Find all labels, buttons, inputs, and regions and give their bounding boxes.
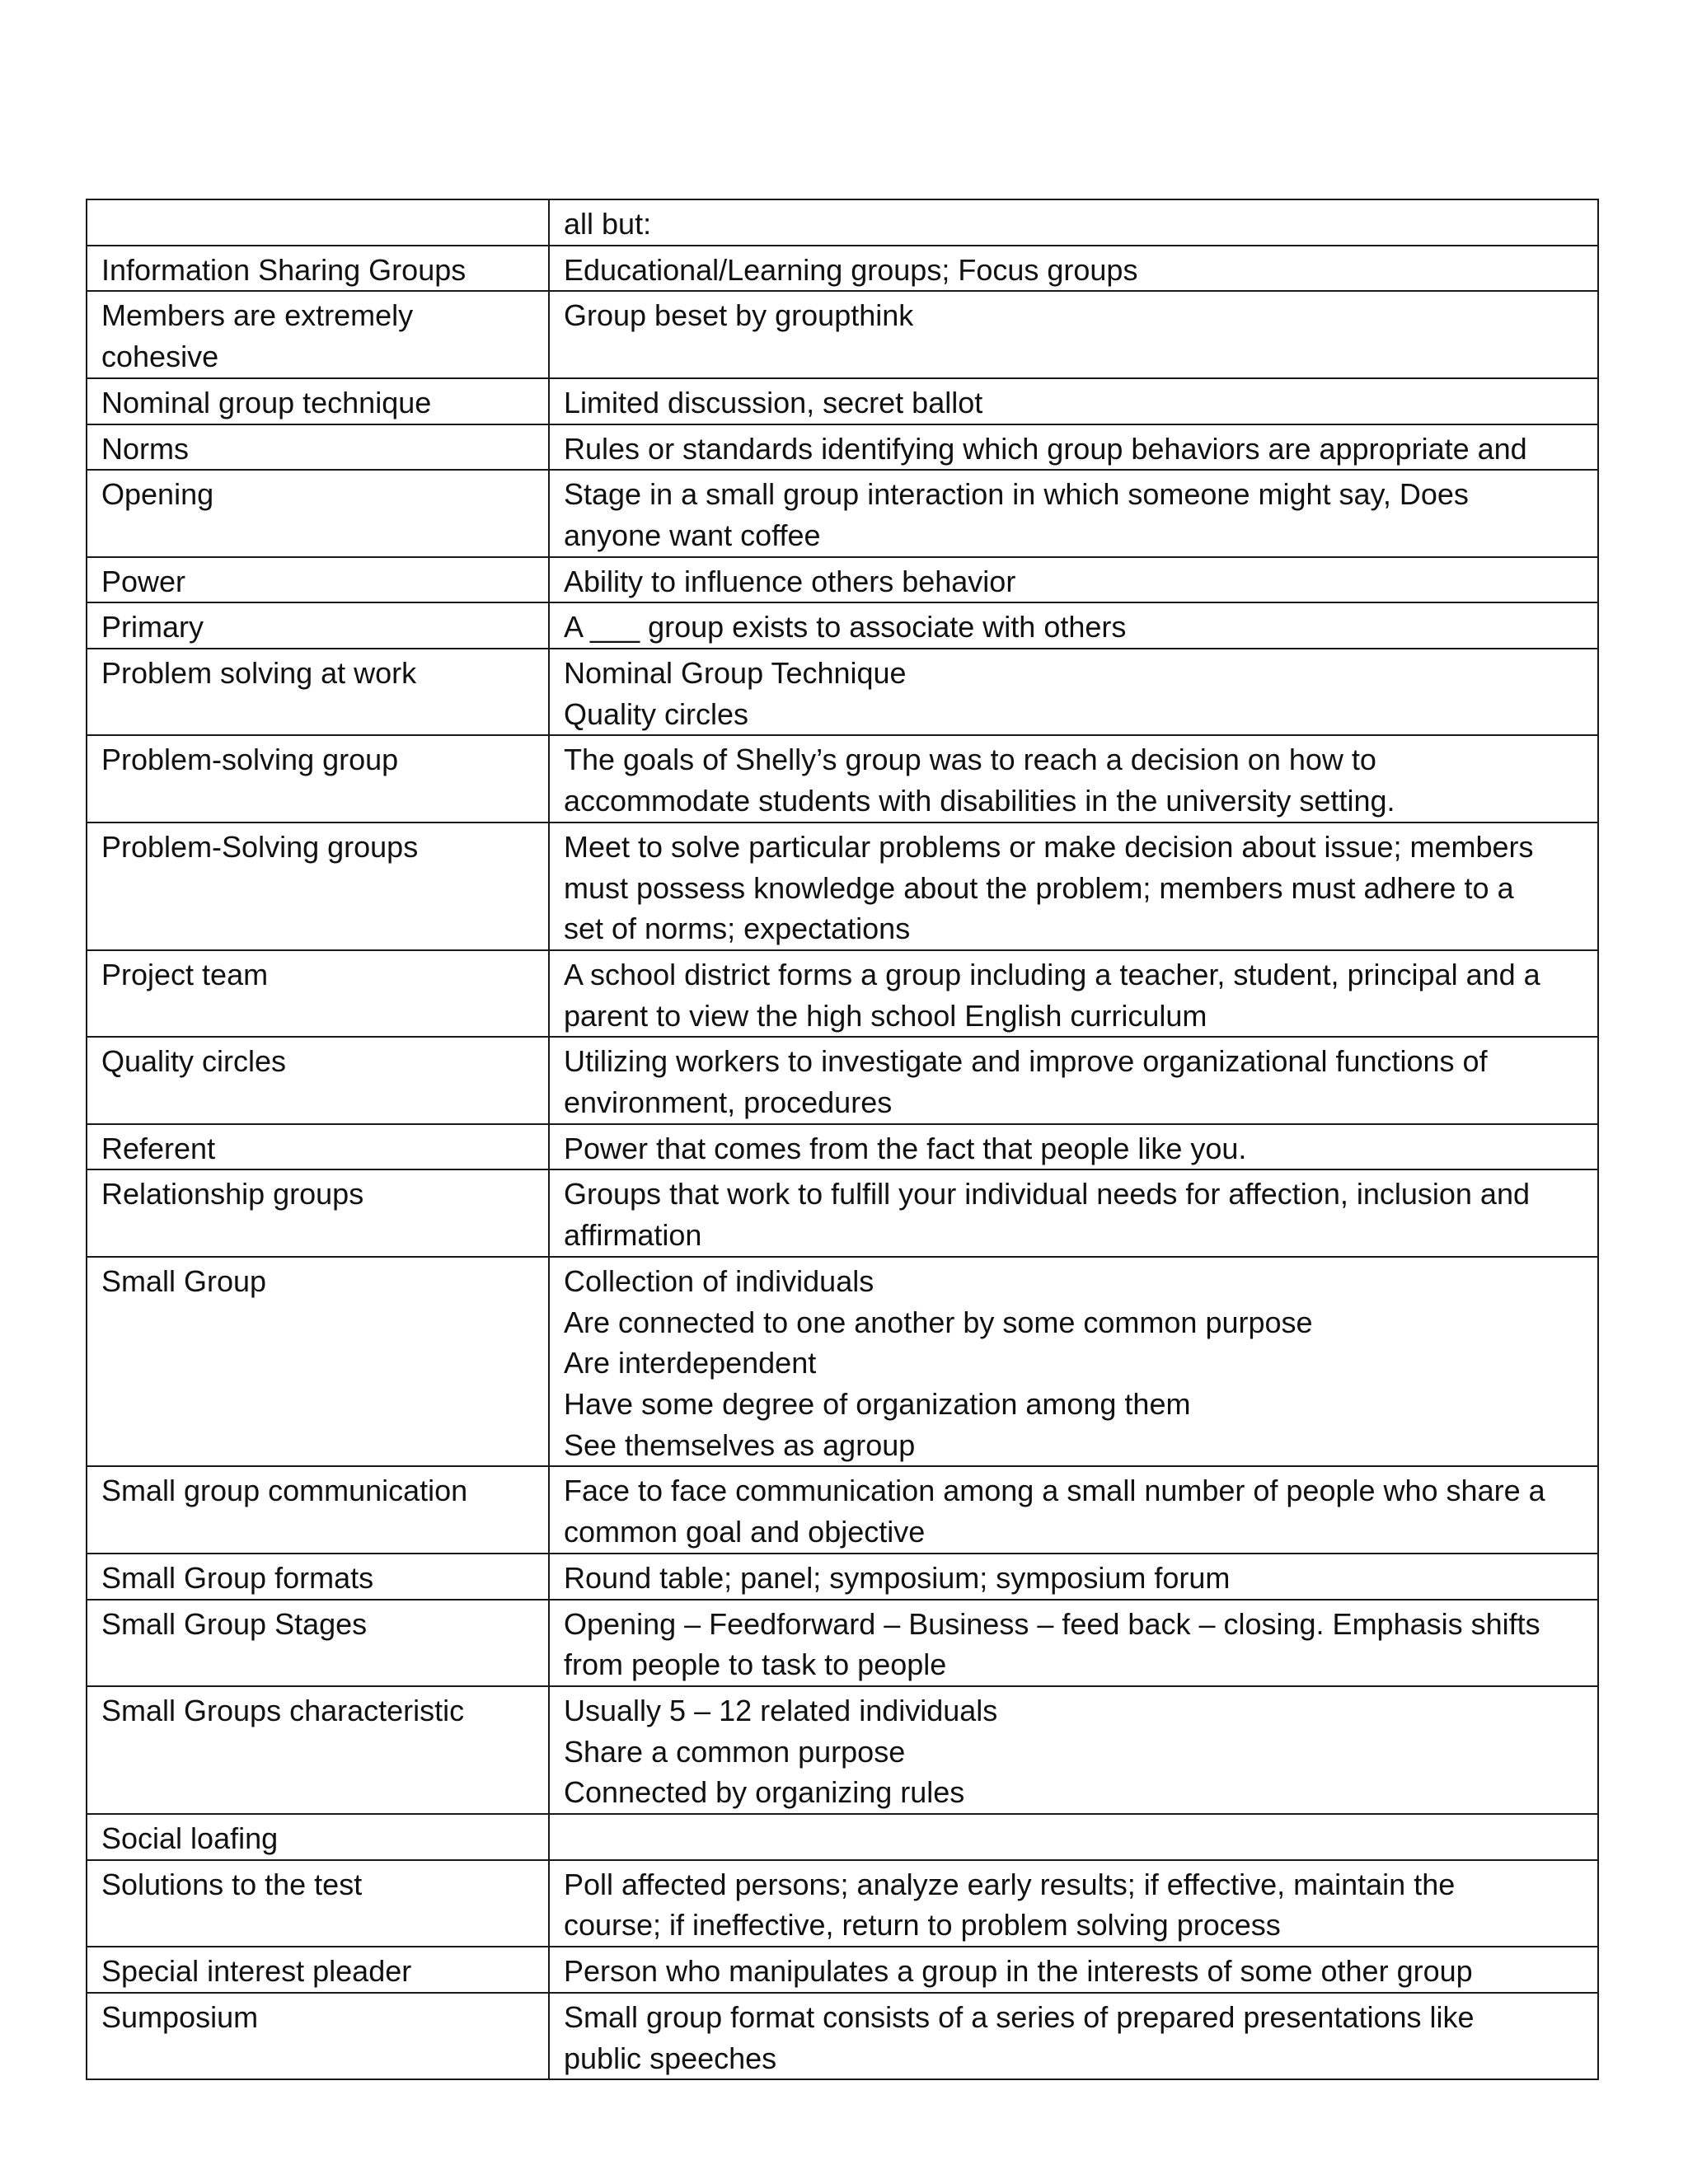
term-cell: Small Group Stages <box>87 1600 549 1686</box>
table-row <box>87 1554 1598 1600</box>
term-cell: Problem-solving group <box>87 735 549 822</box>
term-cell: Opening <box>87 470 549 556</box>
definition-cell: Face to face communication among a small number of people who share a common goal and objective <box>549 1466 1598 1553</box>
table-row <box>87 246 1598 292</box>
definition-cell: A school district forms a group including a teacher, student, principal and a parent to view the high school English curriculum <box>549 950 1598 1037</box>
definition-cell: Person who manipulates a group in the interests of some other group <box>549 1947 1598 1993</box>
definition-cell: Rules or standards identifying which group behaviors are appropriate and <box>549 424 1598 471</box>
definition-cell: Utilizing workers to investigate and improve organizational functions of environment, procedures <box>549 1037 1598 1123</box>
definition-cell <box>549 1814 1598 1860</box>
term-cell: Referent <box>87 1124 549 1170</box>
definition-cell: Opening – Feedforward – Business – feed back – closing. Emphasis shifts from people to task to people <box>549 1600 1598 1686</box>
table-row <box>87 291 1598 377</box>
table-row <box>87 823 1598 950</box>
term-cell: Small Group formats <box>87 1554 549 1600</box>
term-cell: Project team <box>87 950 549 1037</box>
table-row <box>87 1814 1598 1860</box>
definition-cell: Groups that work to fulfill your individual needs for affection, inclusion and affirmation <box>549 1169 1598 1256</box>
table-row <box>87 1257 1598 1467</box>
definition-cell: Stage in a small group interaction in which someone might say, Does anyone want coffee <box>549 470 1598 556</box>
table-row <box>87 1860 1598 1947</box>
table-row <box>87 602 1598 649</box>
table-row <box>87 470 1598 556</box>
glossary-table-body <box>87 199 1598 2079</box>
table-row <box>87 424 1598 471</box>
term-cell: Information Sharing Groups <box>87 246 549 292</box>
definition-cell: Nominal Group Technique Quality circles <box>549 649 1598 735</box>
table-row <box>87 199 1598 246</box>
definition-cell: Usually 5 – 12 related individuals Share a common purpose Connected by organizing rules <box>549 1686 1598 1814</box>
term-cell: Solutions to the test <box>87 1860 549 1947</box>
term-cell: Nominal group technique <box>87 378 549 424</box>
definition-cell: Educational/Learning groups; Focus groups <box>549 246 1598 292</box>
table-row <box>87 1600 1598 1686</box>
definition-cell: Collection of individuals Are connected to one another by some common purpose Are interdependent Have some degree of organization among them See themselves as agroup <box>549 1257 1598 1467</box>
table-row <box>87 1993 1598 2079</box>
glossary-table <box>86 199 1599 2080</box>
term-cell: Quality circles <box>87 1037 549 1123</box>
definition-cell: Meet to solve particular problems or make decision about issue; members must possess knowledge about the problem; members must adhere to a set of norms; expectations <box>549 823 1598 950</box>
table-row <box>87 735 1598 822</box>
definition-cell: Power that comes from the fact that people like you. <box>549 1124 1598 1170</box>
term-cell: Small group communication <box>87 1466 549 1553</box>
definition-cell: Ability to influence others behavior <box>549 557 1598 603</box>
term-cell: Members are extremely cohesive <box>87 291 549 377</box>
table-row <box>87 1037 1598 1123</box>
table-row <box>87 1686 1598 1814</box>
term-cell: Special interest pleader <box>87 1947 549 1993</box>
term-cell: Power <box>87 557 549 603</box>
term-cell: Primary <box>87 602 549 649</box>
table-row <box>87 649 1598 735</box>
term-cell: Small Group <box>87 1257 549 1467</box>
term-cell: Norms <box>87 424 549 471</box>
term-cell: Relationship groups <box>87 1169 549 1256</box>
table-row <box>87 1947 1598 1993</box>
term-cell: Small Groups characteristic <box>87 1686 549 1814</box>
table-row <box>87 378 1598 424</box>
definition-cell: Group beset by groupthink <box>549 291 1598 377</box>
definition-cell: Round table; panel; symposium; symposium forum <box>549 1554 1598 1600</box>
table-row <box>87 557 1598 603</box>
table-row <box>87 1169 1598 1256</box>
term-cell <box>87 199 549 246</box>
table-row <box>87 1466 1598 1553</box>
table-row <box>87 950 1598 1037</box>
definition-cell: The goals of Shelly’s group was to reach a decision on how to accommodate students with disabilities in the university setting. <box>549 735 1598 822</box>
term-cell: Problem solving at work <box>87 649 549 735</box>
definition-cell: A ___ group exists to associate with others <box>549 602 1598 649</box>
table-row <box>87 1124 1598 1170</box>
definition-cell: Poll affected persons; analyze early results; if effective, maintain the course; if ineffective, return to problem solving process <box>549 1860 1598 1947</box>
definition-cell: Limited discussion, secret ballot <box>549 378 1598 424</box>
term-cell: Sumposium <box>87 1993 549 2079</box>
term-cell: Problem-Solving groups <box>87 823 549 950</box>
definition-cell: all but: <box>549 199 1598 246</box>
definition-cell: Small group format consists of a series of prepared presentations like public speeches <box>549 1993 1598 2079</box>
term-cell: Social loafing <box>87 1814 549 1860</box>
